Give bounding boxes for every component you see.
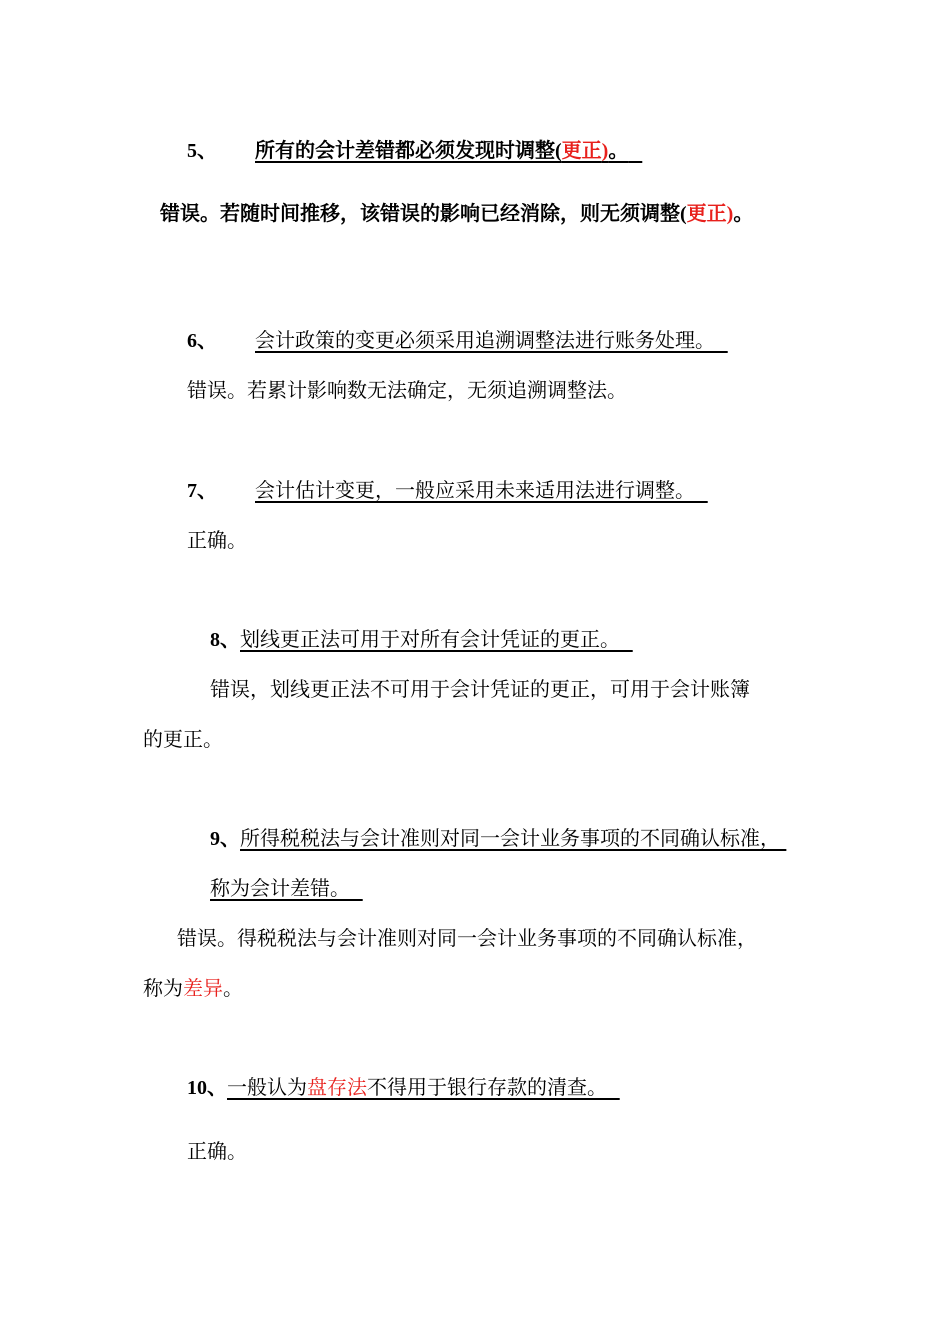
answer-6: 错误。若累计影响数无法确定，无须追溯调整法。: [187, 378, 627, 402]
question-text: 会计政策的变更必须采用追溯调整法进行账务处理。: [255, 328, 715, 352]
question-8: [210, 626, 633, 653]
answer-7: 正确。: [187, 528, 247, 552]
answer-8-line2: 的更正。: [143, 727, 223, 751]
question-number: 6、: [187, 330, 217, 352]
question-text: 会计估计变更，一般应采用未来适用法进行调整。: [255, 478, 695, 502]
question-number: 10、: [187, 1077, 227, 1099]
answer-9-line1: 错误。得税税法与会计准则对同一会计业务事项的不同确认标准，: [177, 926, 757, 950]
question-text: 所得税税法与会计准则对同一会计业务事项的不同确认标准，: [240, 826, 780, 850]
question-6: [187, 327, 728, 354]
question-10: [187, 1074, 620, 1101]
answer-5: 错误。若随时间推移，该错误的影响已经消除，则无须调整(更正)。: [160, 201, 754, 225]
question-number: 9、: [210, 828, 240, 850]
question-5: [187, 137, 642, 164]
question-9-line1: [210, 825, 786, 852]
question-number: 7、: [187, 480, 217, 502]
question-number: 8、: [210, 629, 240, 651]
question-7: [187, 477, 708, 504]
question-9-line2: 称为会计差错。: [210, 876, 350, 900]
answer-9-line2: 称为差异。: [143, 976, 243, 1000]
answer-8-line1: 错误，划线更正法不可用于会计凭证的更正，可用于会计账簿: [210, 677, 750, 701]
question-text: 所有的会计差错都必须发现时调整(更正)。: [255, 138, 629, 162]
question-text: 一般认为盘存法不得用于银行存款的清查。: [227, 1075, 607, 1099]
question-text: 划线更正法可用于对所有会计凭证的更正。: [240, 627, 620, 651]
question-number: 5、: [187, 140, 217, 162]
answer-10: 正确。: [187, 1139, 247, 1163]
